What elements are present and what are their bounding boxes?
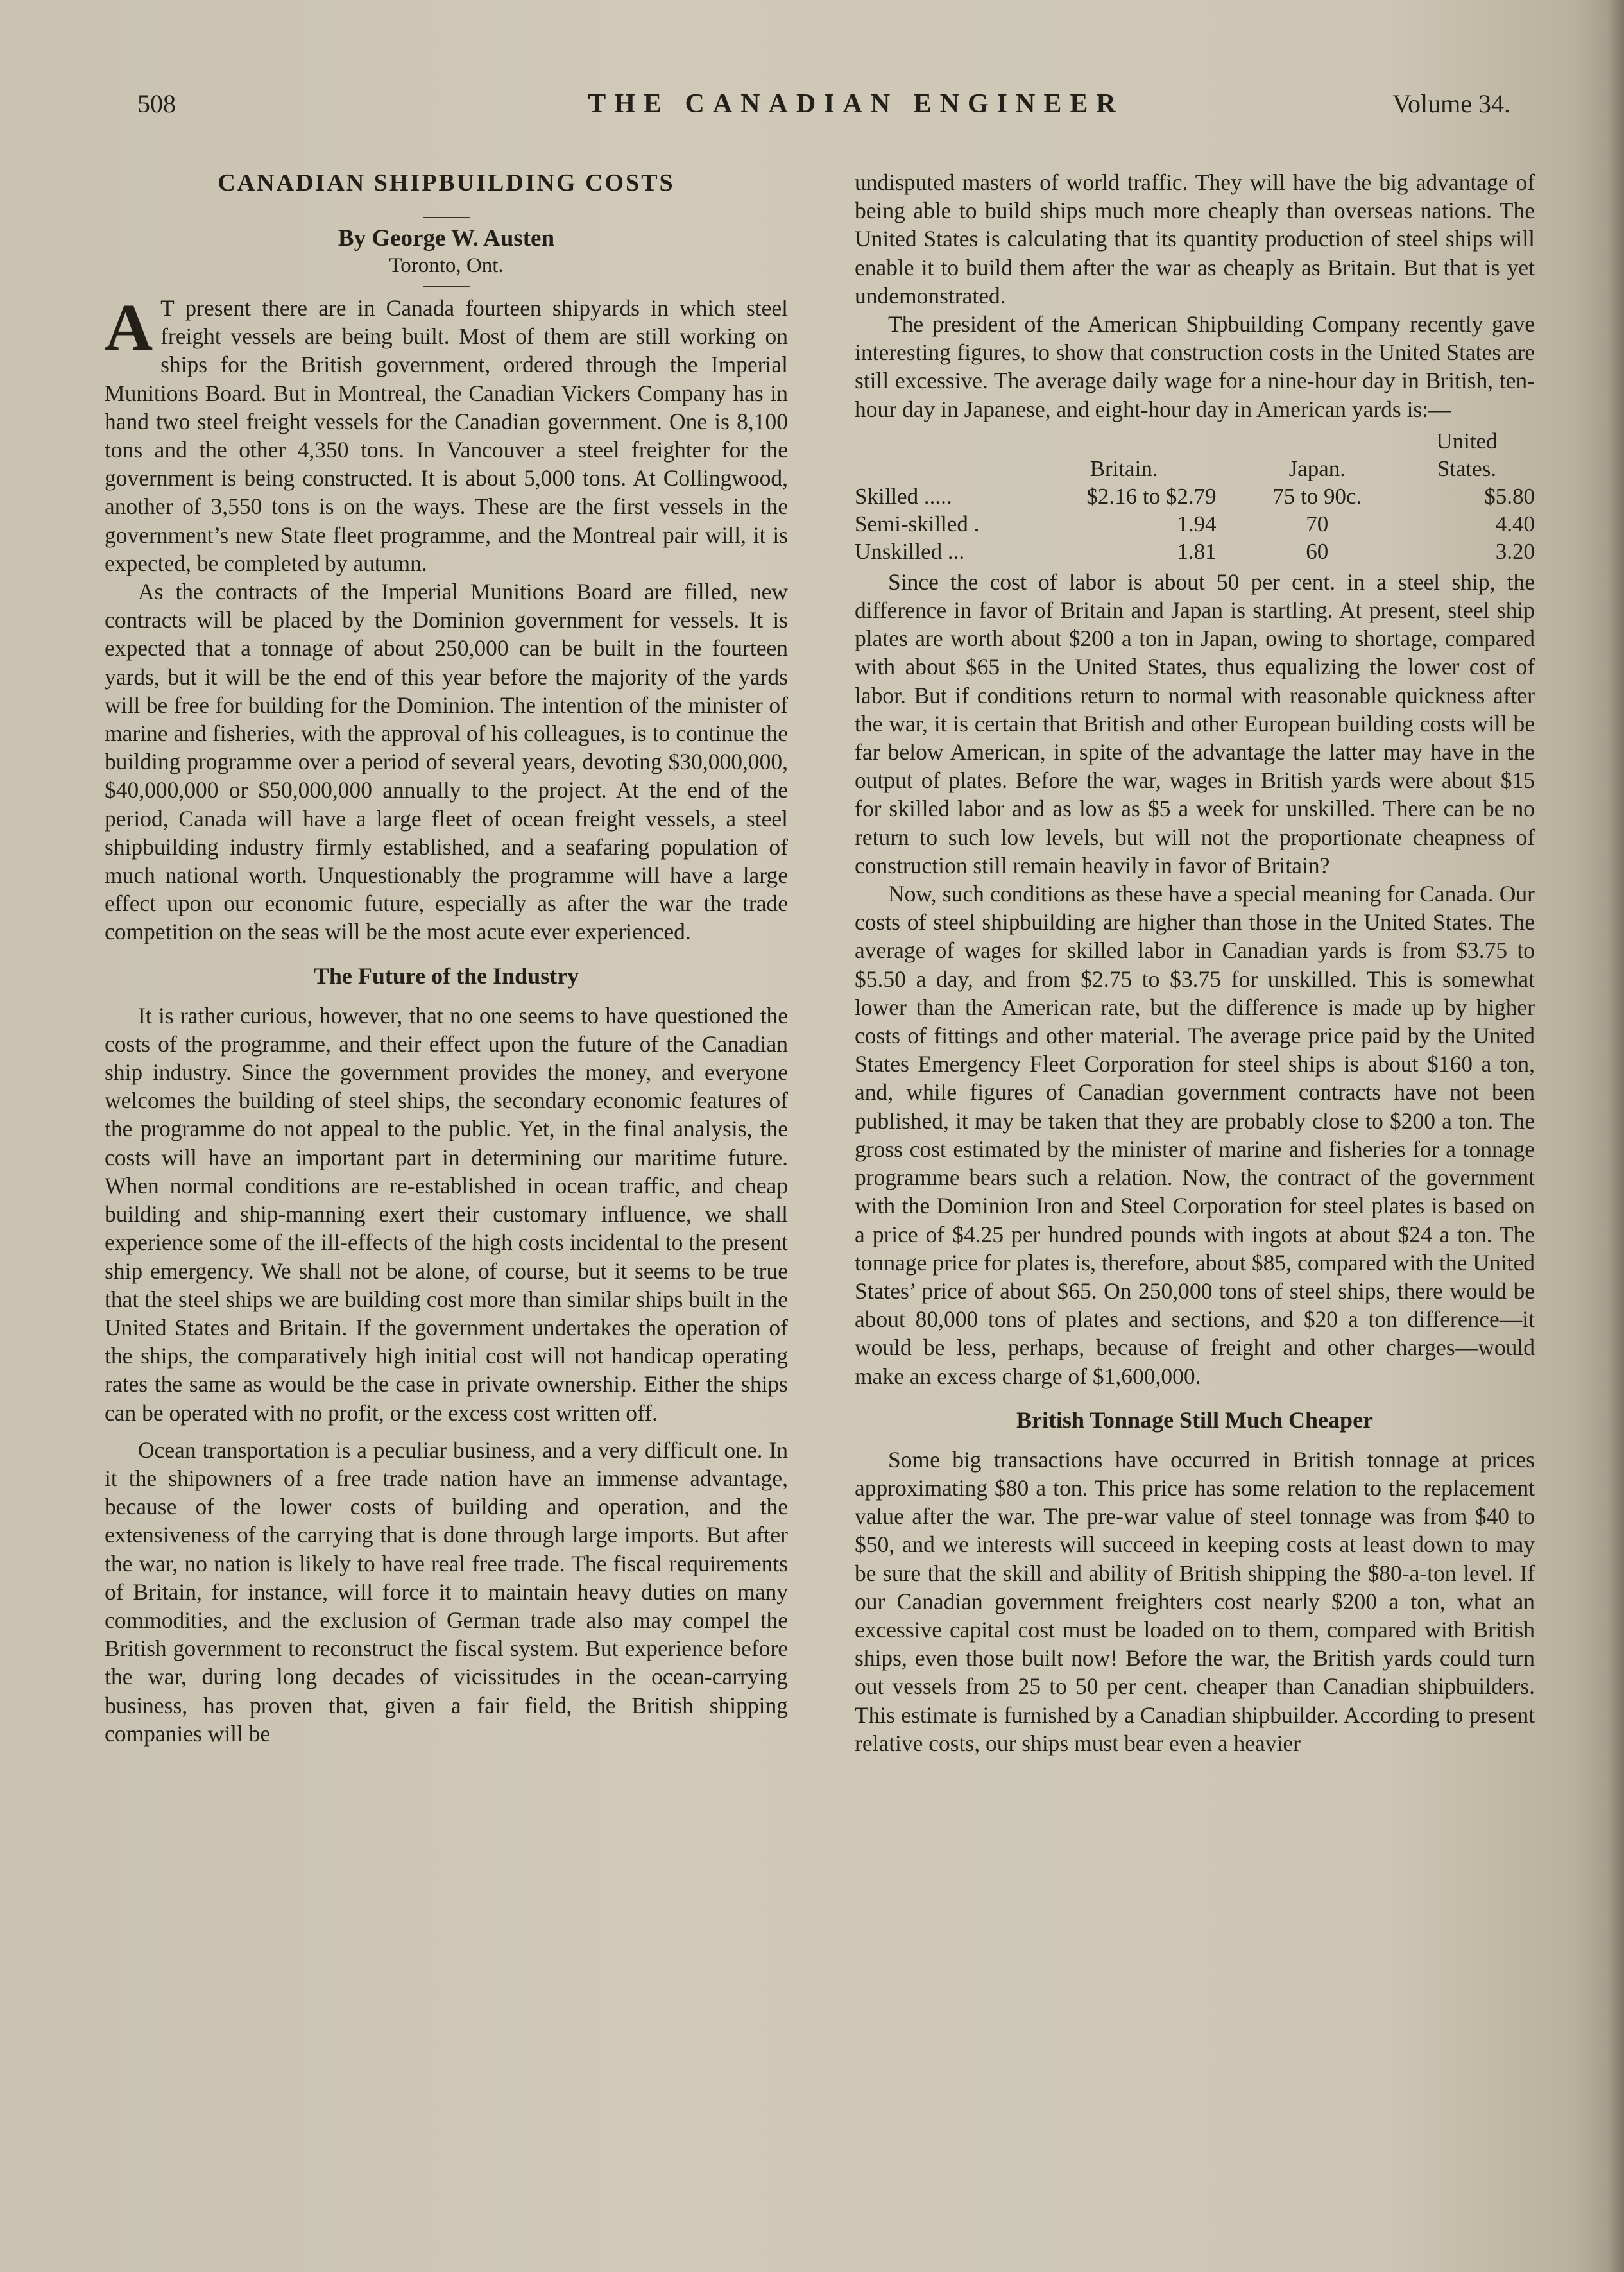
row-label: Unskilled ... (855, 538, 965, 564)
title-rule (423, 217, 470, 218)
header-japan: Japan. (1288, 456, 1346, 481)
paragraph-labor-cost: Since the cost of labor is about 50 per cent. in a steel ship, the difference in favor of Britain and Japan is startling. At present, steel ship plates are worth about $200 a ton in Japan, owing to shortage, compared with about $65 in the United States, thus equalizing the lower cost of labor. But if conditions return to normal with reasonable quickness after the war, it is certain that British and other European building costs will be far below American, in spite of the advantage the latter may have in the output of plates. Before the war, wages in British yards were about $15 for skilled labor and as low as $5 a week for unskilled. There can be no return to such low levels, but will not the proportionate cheapness of construction still remain heavily in favor of Britain? (855, 568, 1535, 878)
paragraph-contracts: As the contracts of the Imperial Munitions Board are filled, new contracts will be placed by the Dominion government for vessels. It is expected that a tonnage of about 250,000 can be built in the fourteen yards, but it will be the end of this year before the majority of the yards will be free for building for the Dominion. The intention of the minister of marine and fisheries, with the approval of his colleagues, is to continue the building programme over a period of several years, devoting $30,000,000, $40,000,000 or $50,000,000 annually to the project. At the end of the period, Canada will have a large fleet of ocean freight vessels, a steel shipbuilding industry firmly established, and a seafaring population of much national worth. Unquestionably the programme will have a large effect upon our economic future, especially as after the war the trade competition on the seas will be the most acute ever experienced. (105, 579, 788, 945)
wage-table-header-row (855, 455, 1535, 483)
paragraph-continued: undisputed masters of world traffic. They will have the big advantage of being able to build ships much more cheaply than overseas nations. The United States is calculating that its quantity production of steel ships will enable it to build them after the war as cheaply as Britain. But that is yet undemonstrated. (855, 169, 1535, 309)
paragraph-canada-meaning: Now, such conditions as these have a special meaning for Canada. Our costs of steel shipbuilding are higher than those in the United States. The average of wages for skilled labor in Canadian yards is from $3.75 to $5.50 a day, and from $2.75 to $3.75 for unskilled. This is somewhat lower than the American rate, but the difference is made up by higher costs of fittings and other material. The average price paid by the United States Emergency Fleet Corporation for steel ships is about $160 a ton, and, while figures of Canadian government contracts have not been published, it may be taken that they are probably close to $200 a ton. The gross cost estimated by the minister of marine and fisheries for a tonnage programme bears such a relation. Now, the contract of the government with the Dominion Iron and Steel Corporation for steel plates is based on a price of $4.25 per hundred pounds with ingots at about $24 a ton. The tonnage price for plates is, therefore, about $85, compared with the United States’ price of about $65. On 250,000 tons of steel ships, there would be about 80,000 tons of plates and sections, and $20 a ton difference—it would be less, perhaps, because of freight and other charges—would make an excess charge of $1,600,000. (855, 881, 1535, 1389)
subhead-future-of-industry: The Future of the Industry (313, 962, 579, 989)
row-label: Skilled ..... (855, 483, 952, 509)
cell-us: 3.20 (1495, 538, 1535, 564)
paragraph-american-figures: The president of the American Shipbuilding Company recently gave interesting figures, to show that construction costs in the United States are still excessive. The average daily wage for a nine-hour day in British, ten-hour day in Japanese, and eight-hour day in American yards is:— (855, 311, 1535, 422)
cell-japan: 75 to 90c. (1272, 483, 1362, 509)
drop-cap: A (105, 291, 153, 364)
header-united: United (1436, 428, 1498, 454)
page-spine-shadow (1606, 0, 1624, 2272)
cell-japan: 70 (1306, 511, 1329, 536)
right-column (855, 168, 1535, 1757)
paragraph-ocean-transportation: Ocean transportation is a peculiar business, and a very difficult one. In it the shipowners of a free trade nation have an immense advantage, because of the lower costs of building and operation, and the extensiveness of the carrying that is done through large imports. But after the war, no nation is likely to have real free trade. The fiscal requirements of Britain, for instance, will force it to maintain heavy duties on many commodities, and the exclusion of German trade also may compel the British government to reconstruct the fiscal system. But experience before the war, during long decades of vicissitudes in the ocean-carrying business, has proven that, given a fair field, the British shipping companies will be (105, 1437, 788, 1747)
row-label: Semi-skilled . (855, 511, 980, 536)
left-column (105, 168, 788, 1748)
wage-table-header-row (855, 427, 1535, 455)
volume-label: Volume 34. (1392, 89, 1510, 118)
table-row (855, 483, 1535, 510)
byline-rule (423, 286, 470, 287)
table-row (855, 510, 1535, 538)
wage-table (855, 427, 1535, 565)
cell-britain: 1.81 (1177, 538, 1217, 564)
paragraph-british-transactions: Some big transactions have occurred in British tonnage at prices approximating $80 a ton. This price has some relation to the replacement value after the war. The pre-war value of steel tonnage was from $40 to $50, and we interests will succeed in keeping costs at least down to may be sure that the skill and ability of British shipping the $80-a-ton level. If our Canadian government freighters cost nearly $200 a ton, what an excessive capital cost must be loaded on to them, compared with British ships, even those built now! Before the war, the British yards could turn out vessels from 25 to 50 per cent. cheaper than Canadian shipbuilders. This estimate is furnished by a Canadian shipbuilder. According to present relative costs, our ships must bear even a heavier (855, 1446, 1535, 1756)
author-location: Toronto, Ont. (389, 254, 504, 277)
article-title: CANADIAN SHIPBUILDING COSTS (218, 169, 675, 196)
paragraph-costs-questioned: It is rather curious, however, that no one seems to have questioned the costs of the programme, and their effect upon the future of the Canadian ship industry. Since the government provides the money, and everyone welcomes the building of steel ships, the secondary economic features of the programme do not appeal to the public. Yet, in the final analysis, the costs will have an important part in determining our maritime future. When normal conditions are re-established in ocean traffic, and cheap building and ship-manning exert their customary influence, we shall experience some of the ill-effects of the high costs incidental to the present ship emergency. We shall not be alone, of course, but it seems to be true that the steel ships we are building cost more than similar ships built in the United States and Britain. If the government undertakes the operation of the ships, the comparatively high initial cost will not handicap operating rates the same as would be the case in private ownership. Either the ships can be operated with no profit, or the excess cost written off. (105, 1002, 788, 1426)
subhead-british-tonnage: British Tonnage Still Much Cheaper (1016, 1406, 1374, 1433)
header-britain: Britain. (1090, 456, 1158, 481)
running-head (137, 89, 1510, 133)
intro-paragraph (105, 291, 788, 577)
journal-title: THE CANADIAN ENGINEER (588, 89, 1124, 119)
cell-britain: 1.94 (1177, 511, 1217, 536)
article-byline: By George W. Austen (338, 225, 555, 252)
table-row (855, 538, 1535, 565)
cell-us: $5.80 (1484, 483, 1535, 509)
header-states: States. (1437, 456, 1497, 481)
page-number: 508 (137, 89, 176, 118)
intro-paragraph-text: T present there are in Canada fourteen shipyards in which steel freight vessels are being built. Most of them are still working on ships for the British government, ordered through the Imperial Munitions Board. But in Montreal, the Canadian Vickers Company has in hand two steel freight vessels for the Canadian government. One is 8,100 tons and the other 4,350 tons. In Vancouver a steel freighter for the government is being constructed. It is about 5,000 tons. At Collingwood, another of 3,550 tons is on the ways. These are the first vessels in the government’s new State fleet programme, and the Montreal pair will, it is expected, be completed by autumn. (105, 295, 788, 576)
cell-britain: $2.16 to $2.79 (1086, 483, 1217, 509)
cell-japan: 60 (1306, 538, 1329, 564)
cell-us: 4.40 (1495, 511, 1535, 536)
